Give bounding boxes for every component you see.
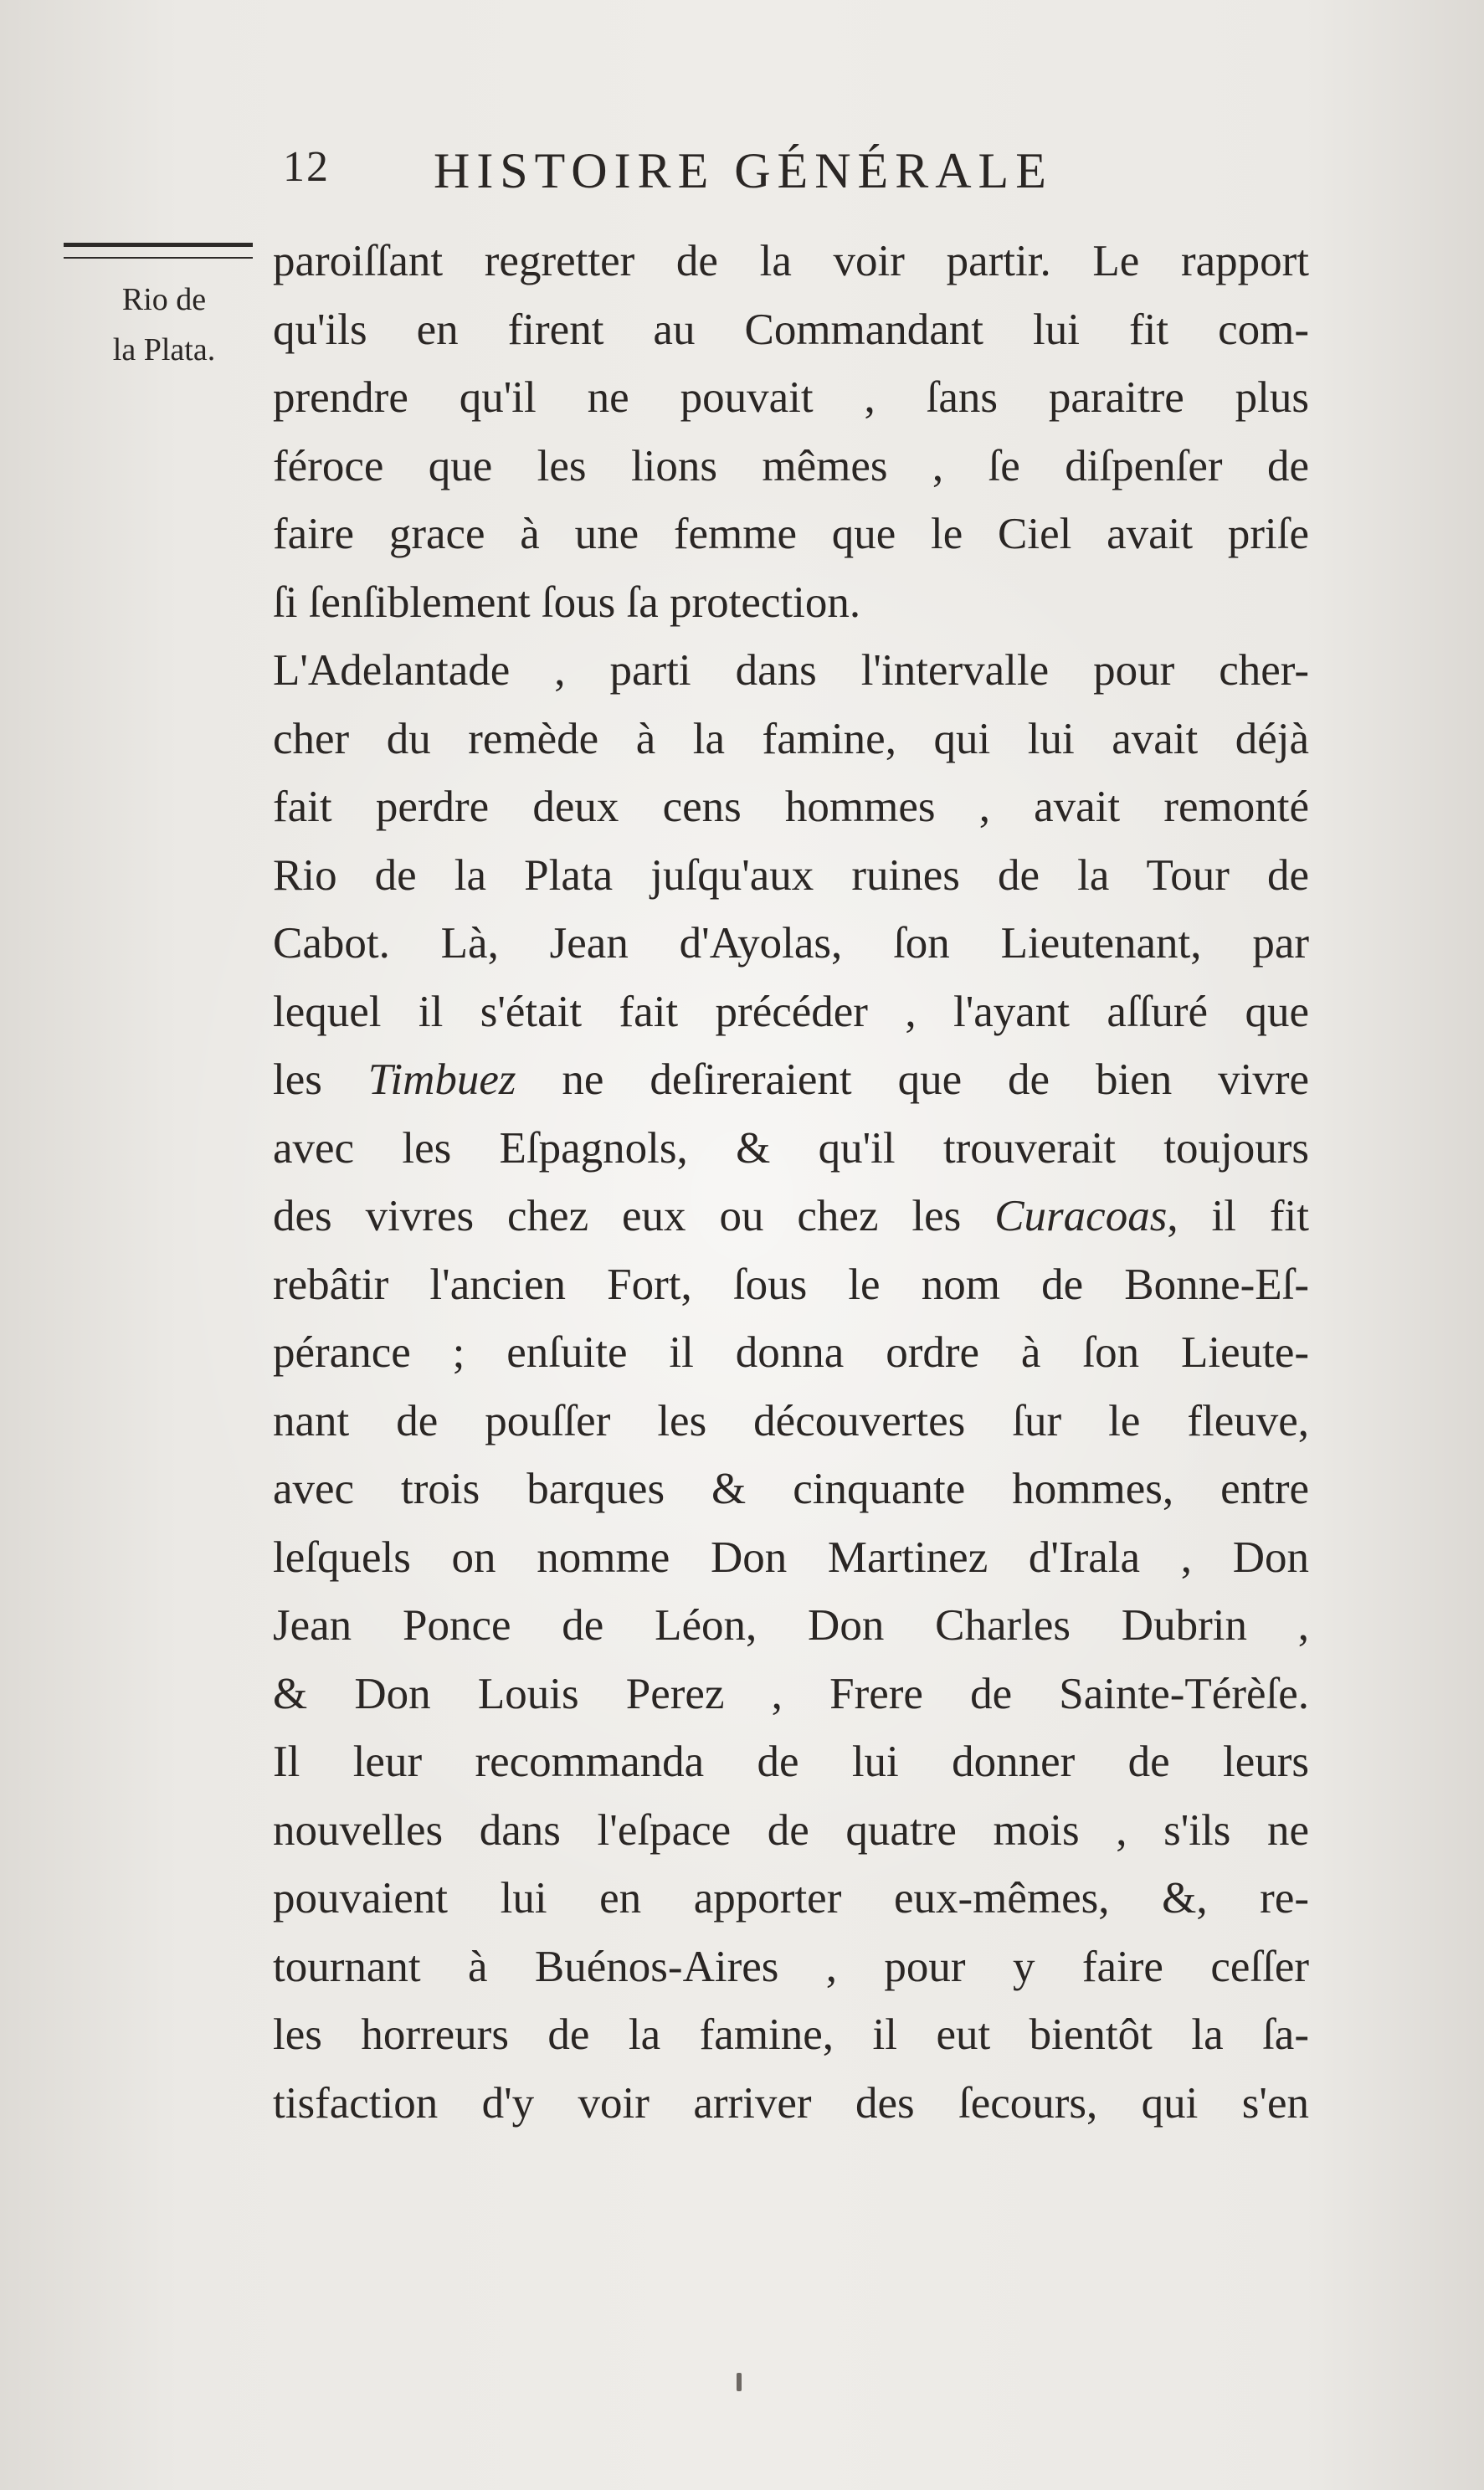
ink-mark bbox=[737, 2373, 742, 2391]
text-line: les horreurs de la famine, il eut bientôt la ſa- bbox=[273, 2010, 1309, 2059]
text-line: des vivres chez eux ou chez les Curacoas, il fit bbox=[273, 1192, 1309, 1240]
text-line: lequel il s'était fait précéder , l'ayant aſſuré que bbox=[273, 987, 1309, 1036]
marginal-note-line: Rio de bbox=[121, 282, 207, 317]
text-line: avec les Eſpagnols, & qu'il trouverait toujours bbox=[273, 1123, 1309, 1173]
text-line: fait perdre deux cens hommes , avait remonté bbox=[273, 783, 1309, 831]
italic-name: Timbuez bbox=[367, 1055, 516, 1104]
text-line: pérance ; enſuite il donna ordre à ſon Lieute- bbox=[273, 1328, 1309, 1377]
marginal-note-line: la Plata. bbox=[112, 332, 216, 367]
text-line: paroiſſant regretter de la voir partir. Le rapport bbox=[273, 237, 1309, 285]
text-line: nant de pouſſer les découvertes ſur le fleuve, bbox=[273, 1396, 1309, 1445]
text-line: faire grace à une femme que le Ciel avait priſe bbox=[273, 510, 1309, 558]
text-line: qu'ils en firent au Commandant lui fit com- bbox=[273, 305, 1309, 354]
italic-name: Curacoas bbox=[994, 1192, 1168, 1240]
text-line: nouvelles dans l'eſpace de quatre mois , s'ils ne bbox=[273, 1805, 1309, 1855]
text-line: tisfaction d'y voir arriver des ſecours, qui s'en bbox=[273, 2078, 1309, 2128]
marginal-note bbox=[72, 275, 256, 375]
text-line: & Don Louis Perez , Frere de Sainte-Térèſe. bbox=[273, 1669, 1309, 1718]
text-line: Jean Ponce de Léon, Don Charles Dubrin , bbox=[273, 1601, 1309, 1650]
text-line: avec trois barques & cinquante hommes, entre bbox=[273, 1465, 1309, 1513]
text-line: leſquels on nomme Don Martinez d'Irala , Don bbox=[273, 1533, 1309, 1582]
text-line: Rio de la Plata juſqu'aux ruines de la Tour de bbox=[273, 850, 1309, 900]
text-line: L'Adelantade , parti dans l'intervalle pour cher- bbox=[273, 646, 1309, 695]
text-line: les Timbuez ne deſireraient que de bien vivre bbox=[273, 1055, 1310, 1104]
text-line: ſi ſenſiblement ſous ſa protection. bbox=[273, 578, 861, 627]
text-line: Cabot. Là, Jean d'Ayolas, ſon Lieutenant, par bbox=[273, 919, 1309, 968]
body-text bbox=[273, 228, 1309, 2138]
text-line: rebâtir l'ancien Fort, ſous le nom de Bonne-Eſ- bbox=[273, 1260, 1309, 1309]
text-line: féroce que les lions mêmes , ſe diſpenſer de bbox=[273, 441, 1309, 490]
text-line: cher du remède à la famine, qui lui avait déjà bbox=[273, 714, 1309, 763]
marginal-rule bbox=[64, 243, 253, 259]
page-number: 12 bbox=[283, 143, 330, 191]
running-title: HISTOIRE GÉNÉRALE bbox=[434, 143, 1053, 198]
text-line: pouvaient lui en apporter eux-mêmes, &, re- bbox=[273, 1874, 1309, 1923]
running-head bbox=[283, 134, 1212, 209]
text-line: tournant à Buénos-Aires , pour y faire ceſſer bbox=[273, 1942, 1309, 1991]
text-line: prendre qu'il ne pouvait , ſans paraitre plus bbox=[273, 373, 1309, 422]
text-line: Il leur recommanda de lui donner de leurs bbox=[273, 1738, 1309, 1786]
